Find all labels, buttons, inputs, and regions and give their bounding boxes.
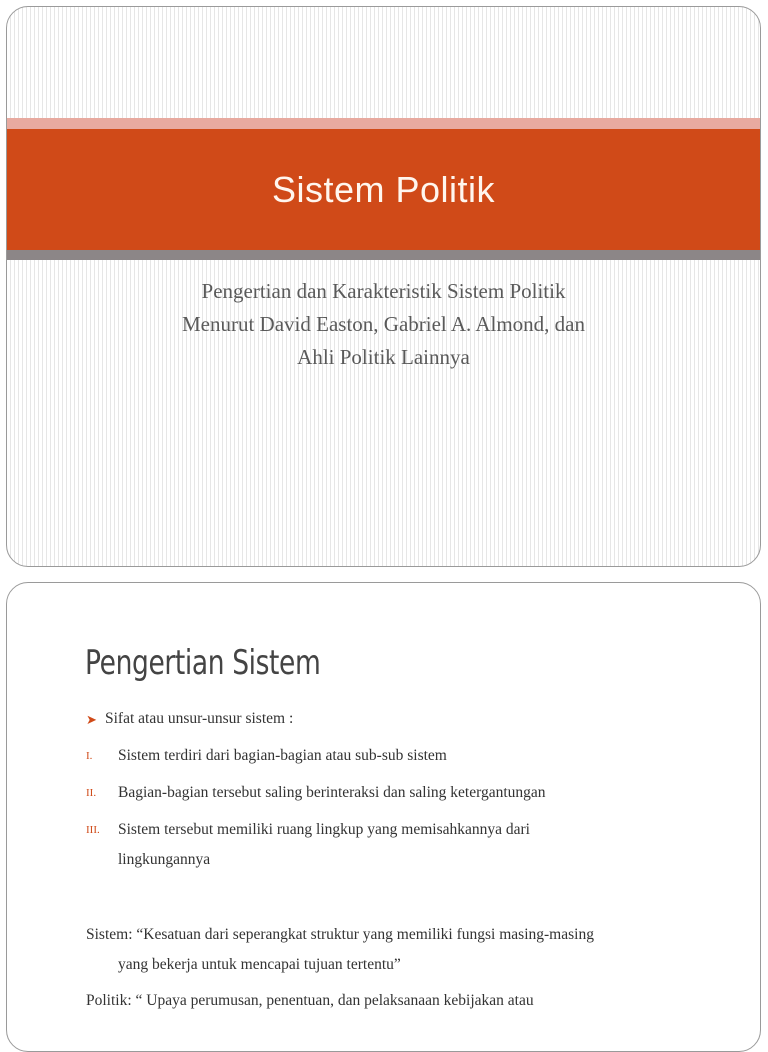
list-item: Bagian-bagian tersebut saling berinteraksi dan saling ketergantungan	[118, 784, 546, 801]
accent-band-top	[7, 118, 760, 129]
slide-heading: Pengertian Sistem	[85, 643, 321, 683]
subtitle-line: Ahli Politik Lainnya	[297, 345, 470, 369]
content-slide	[6, 582, 761, 1052]
definition-sistem-continuation: yang bekerja untuk mencapai tujuan tertentu”	[118, 956, 401, 973]
list-item: Sistem tersebut memiliki ruang lingkup yang memisahkannya dari	[118, 821, 530, 838]
slide-title: Sistem Politik	[271, 168, 496, 210]
list-number: II.	[86, 787, 97, 799]
subtitle-line: Menurut David Easton, Gabriel A. Almond, dan	[181, 312, 586, 336]
accent-band-bottom	[7, 250, 760, 260]
list-number: I.	[86, 750, 93, 762]
definition-sistem: Sistem: “Kesatuan dari seperangkat struktur yang memiliki fungsi masing-masing	[86, 926, 594, 943]
list-number: III.	[86, 824, 100, 836]
slide-subtitle	[7, 275, 760, 374]
title-slide	[6, 6, 761, 567]
subtitle-line: Pengertian dan Karakteristik Sistem Politik	[201, 279, 566, 303]
definition-politik: Politik: “ Upaya perumusan, penentuan, dan pelaksanaan kebijakan atau	[86, 992, 534, 1009]
title-banner	[7, 129, 760, 250]
arrow-bullet-icon: ➤	[86, 712, 97, 727]
list-item: Sistem terdiri dari bagian-bagian atau sub-sub sistem	[118, 747, 447, 764]
bullet-text: Sifat atau unsur-unsur sistem :	[105, 710, 294, 727]
list-item-continuation: lingkungannya	[118, 851, 211, 868]
